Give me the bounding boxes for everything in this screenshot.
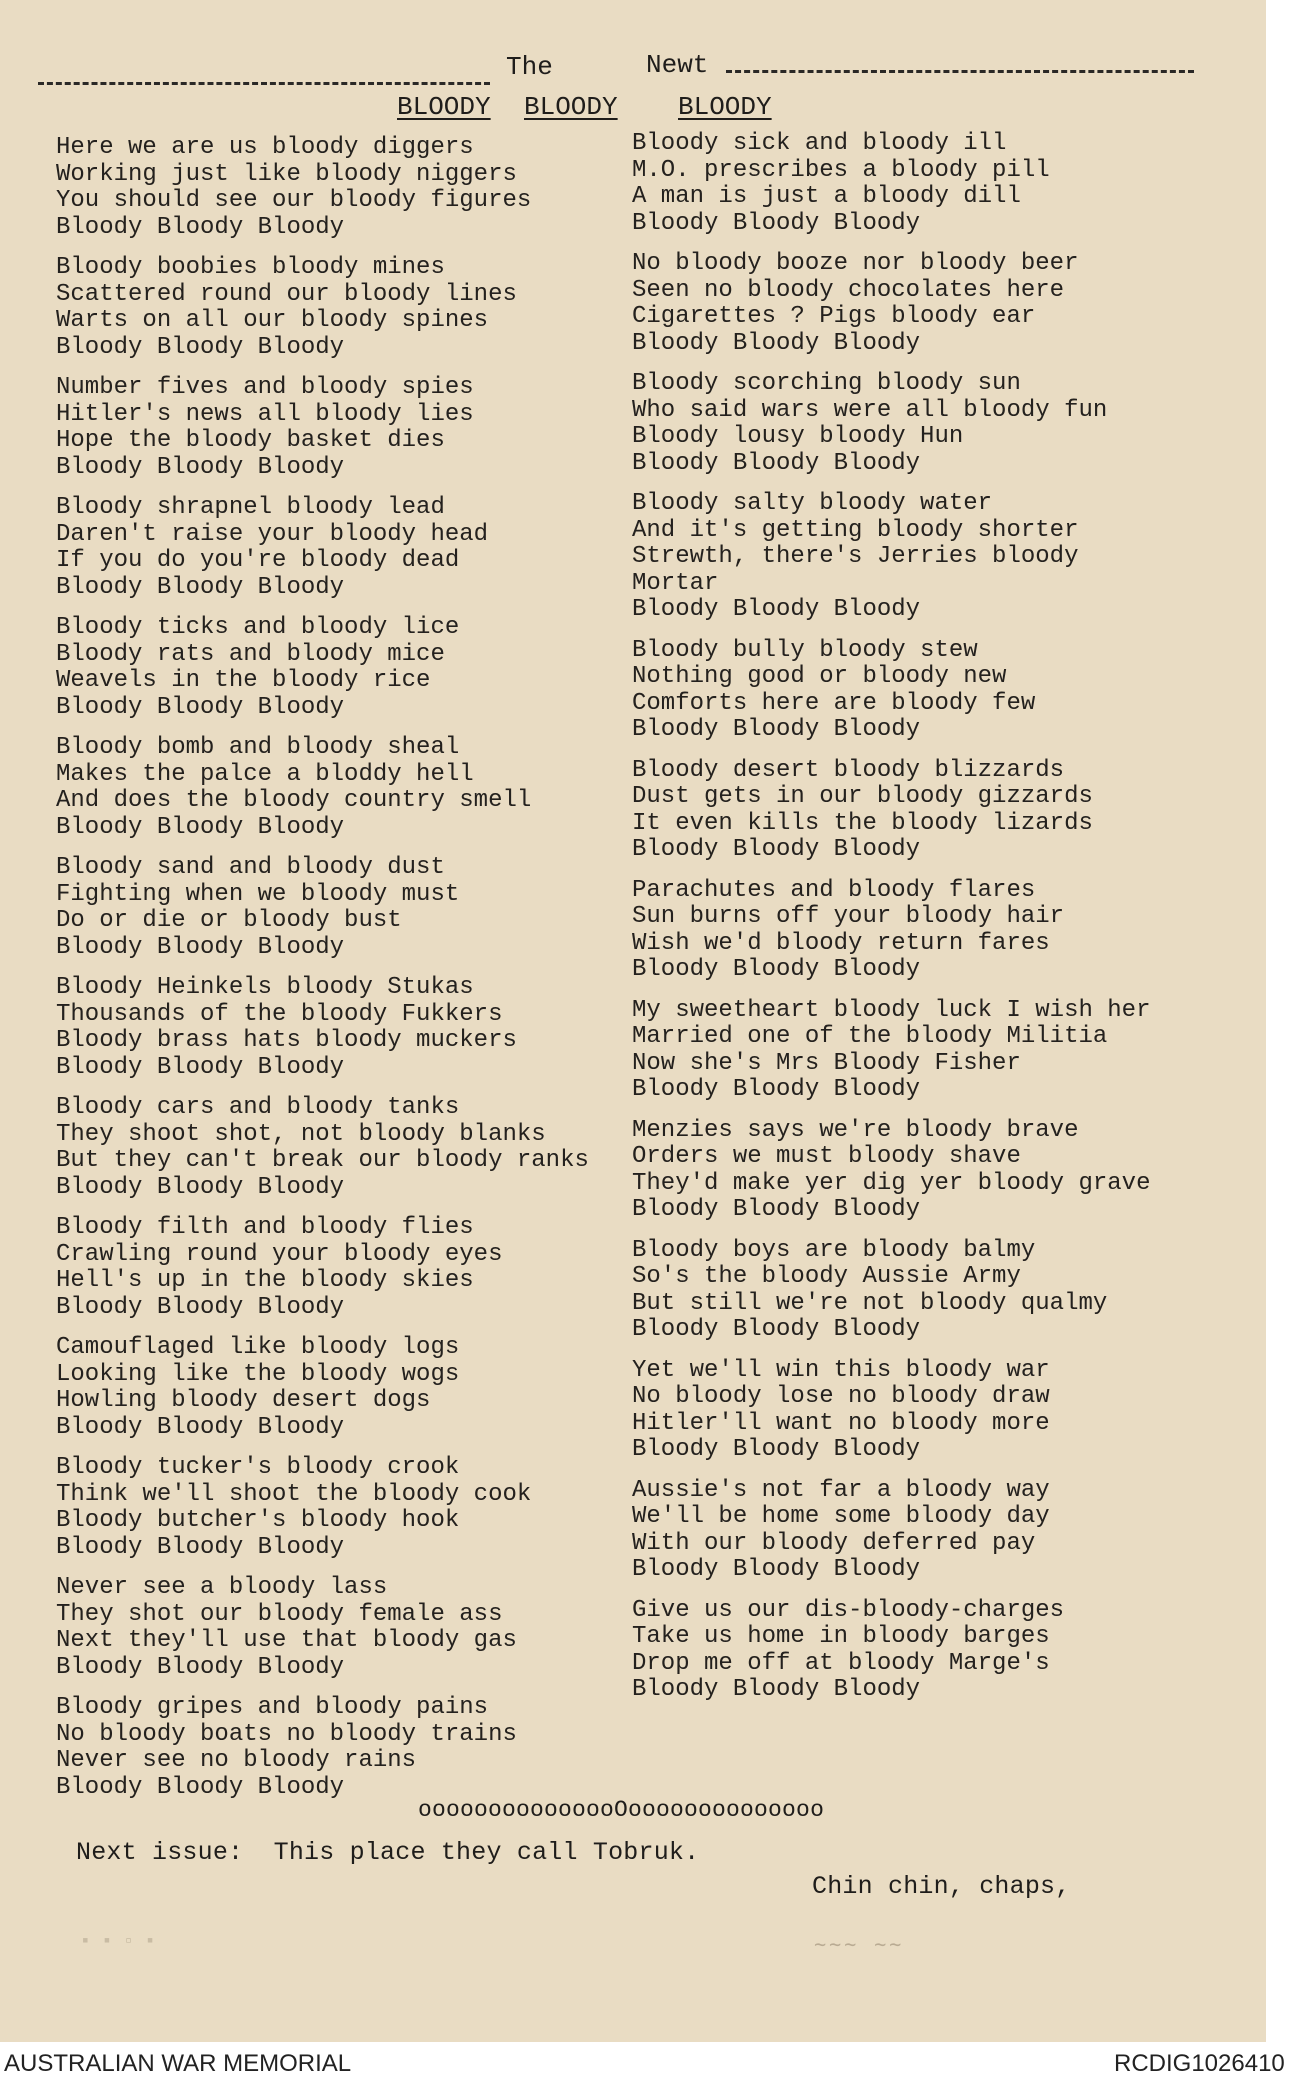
verse-line: With our bloody deferred pay [632,1529,1036,1557]
verse-line: They'd make yer dig yer bloody grave [632,1169,1151,1197]
heading-word-3: BLOODY [678,92,772,122]
verse-line: Bloody Bloody Bloody [632,956,921,983]
stanza [56,735,646,841]
verse-line: It even kills the bloody lizards [632,809,1093,837]
verse-line: Menzies says we're bloody brave [632,1116,1079,1144]
verse-line: My sweetheart bloody luck I wish her [632,996,1151,1024]
verse-line: Bloody Bloody Bloody [56,1053,345,1081]
stanza-gap [56,361,646,375]
stanza-gap [632,864,1232,878]
verse-line: Bloody Bloody Bloody [56,933,345,961]
stanza [56,855,646,961]
verse-line: A man is just a bloody dill [632,183,1021,210]
verse-line: Bloody ticks and bloody lice [56,614,460,641]
verse-line: If you do you're bloody dead [56,547,460,574]
verse-line: They shoot shot, not bloody blanks [56,1120,546,1148]
verse-line: Bloody sand and bloody dust [56,854,445,881]
verse-line: Bloody Heinkels bloody Stukas [56,974,474,1001]
verse-line: Scattered round our bloody lines [56,280,517,308]
stanza [632,1598,1232,1704]
verse-line: Bloody boys are bloody balmy [632,1236,1036,1264]
stanza [632,1238,1232,1344]
verse-line: Bloody bully bloody stew [632,636,978,664]
stanza [632,1478,1232,1584]
next-issue-note: Next issue: This place they call Tobruk. [76,1838,700,1867]
verse-line: Bloody Bloody Bloody [56,1653,345,1681]
verse-line: Hitler'll want no bloody more [632,1409,1050,1437]
verse-line: Wish we'd bloody return fares [632,929,1050,957]
footer-catalogue-id: RCDIG1026410 [1114,2050,1285,2077]
stanza [632,251,1232,357]
stanza-gap [56,481,646,495]
verse-line: Bloody shrapnel bloody lead [56,494,445,521]
verse-line: Daren't raise your bloody head [56,520,489,548]
stanza-gap [56,1561,646,1575]
stanza [632,491,1232,624]
verse-line: Bloody Bloody Bloody [632,596,921,623]
verse-line: Weavels in the bloody rice [56,667,431,694]
verse-line: Think we'll shoot the bloody cook [56,1480,532,1508]
stanza-gap [56,1081,646,1095]
stanza-gap [632,1224,1232,1238]
verse-line: Parachutes and bloody flares [632,876,1036,904]
verse-line: Warts on all our bloody spines [56,307,489,334]
verse-line: Bloody Bloody Bloody [632,1556,921,1583]
stanza-gap [56,601,646,615]
stanza-gap [632,1704,1232,1718]
verse-line: Bloody gripes and bloody pains [56,1694,489,1721]
stanza-gap [632,1104,1232,1118]
verse-line: Dust gets in our bloody gizzards [632,783,1093,810]
verse-line: Hell's up in the bloody skies [56,1267,474,1294]
stanza-gap [632,1464,1232,1478]
masthead-newt: Newt [646,50,709,80]
stanza-gap [56,721,646,735]
verse-line: Bloody boobies bloody mines [56,254,445,281]
verse-line: But still we're not bloody qualmy [632,1289,1108,1317]
signoff: Chin chin, chaps, [812,1872,1071,1901]
stanza-gap [632,357,1232,371]
verse-line: Bloody Bloody Bloody [56,813,345,841]
verse-line: Bloody butcher's bloody hook [56,1507,460,1534]
verse-line: Bloody cars and bloody tanks [56,1094,460,1121]
verse-line: Comforts here are bloody few [632,689,1036,717]
masthead-the: The [506,52,553,82]
verse-line: Who said wars were all bloody fun [632,396,1108,424]
verse-line: Bloody Bloody Bloody [632,1436,921,1463]
stanza-gap [632,237,1232,251]
stanza [632,1118,1232,1224]
verse-line: And it's getting bloody shorter [632,516,1079,544]
verse-line: Hope the bloody basket dies [56,427,445,454]
stanza-gap [56,961,646,975]
masthead-rule-right [726,70,1194,73]
stanza [56,1215,646,1321]
verse-line: Orders we must bloody shave [632,1143,1021,1170]
stanza [632,1358,1232,1464]
verse-line: Camouflaged like bloody logs [56,1334,460,1361]
verse-line: Hitler's news all bloody lies [56,400,474,428]
stanza [632,878,1232,984]
stanza-gap [632,477,1232,491]
verse-line: No bloody booze nor bloody beer [632,250,1079,277]
verse-line: Bloody Bloody Bloody [632,1316,921,1343]
verse-line: Bloody Bloody Bloody [56,1413,345,1441]
verse-line: Bloody Bloody Bloody [632,1676,921,1703]
stanza [56,1095,646,1201]
stanza [56,1335,646,1441]
verse-line: Thousands of the bloody Fukkers [56,1000,503,1028]
verse-line: Bloody tucker's bloody crook [56,1454,460,1481]
verse-line: Makes the palce a bloddy hell [56,760,474,788]
stanza-gap [56,1681,646,1695]
heading-word-1: BLOODY [397,92,491,122]
verse-line: Drop me off at bloody Marge's [632,1649,1050,1677]
verse-line: Number fives and bloody spies [56,374,474,401]
scan-margin [1266,0,1302,2042]
verse-line: Bloody Bloody Bloody [632,716,921,743]
verse-line: Bloody Bloody Bloody [56,1773,345,1801]
verse-line: Never see no bloody rains [56,1747,417,1774]
stanza [56,375,646,481]
verse-line: Married one of the bloody Militia [632,1023,1108,1050]
stanza-gap [632,624,1232,638]
verse-line: Next they'll use that bloody gas [56,1627,517,1654]
stanza-gap [56,1441,646,1455]
verse-line: Bloody desert bloody blizzards [632,756,1065,784]
stanza-gap [632,744,1232,758]
stanza [56,495,646,601]
verse-line: And does the bloody country smell [56,787,532,814]
verse-line: Bloody lousy bloody Hun [632,423,964,450]
verse-line: Yet we'll win this bloody war [632,1356,1050,1384]
verse-line: Mortar [632,569,719,597]
verse-line: Crawling round your bloody eyes [56,1240,503,1268]
stanza-gap [632,1344,1232,1358]
verse-line: They shot our bloody female ass [56,1600,503,1628]
verse-line: Bloody Bloody Bloody [56,213,345,241]
stanza [56,615,646,721]
verse-line: Bloody brass hats bloody muckers [56,1027,517,1054]
verse-line: Bloody Bloody Bloody [632,329,921,357]
verse-line: Howling bloody desert dogs [56,1387,431,1414]
stanza [56,1455,646,1561]
verse-line: Looking like the bloody wogs [56,1360,460,1388]
footer-institution: AUSTRALIAN WAR MEMORIAL [4,2050,352,2077]
faint-stamp-mark: ▪ ▪ ▫ ▪ [80,1932,156,1952]
faint-signature-mark: ∼∼∼ ∼∼ [814,1935,905,1958]
verse-line: No bloody boats no bloody trains [56,1720,517,1748]
verse-line: Bloody Bloody Bloody [632,1076,921,1103]
verse-line: Bloody Bloody Bloody [56,573,345,601]
verse-line: Bloody sick and bloody ill [632,130,1007,157]
verse-line: Bloody Bloody Bloody [56,1293,345,1321]
verse-line: Now she's Mrs Bloody Fisher [632,1049,1021,1077]
verse-line: Bloody Bloody Bloody [56,1533,345,1561]
verse-line: So's the bloody Aussie Army [632,1263,1021,1290]
verse-line: Aussie's not far a bloody way [632,1476,1050,1504]
verse-line: Bloody Bloody Bloody [632,836,921,863]
verse-line: Never see a bloody lass [56,1574,388,1601]
verse-line: Bloody Bloody Bloody [56,453,345,481]
verse-line: Give us our dis-bloody-charges [632,1596,1065,1624]
verse-line: Nothing good or bloody new [632,663,1007,690]
verse-line: Bloody rats and bloody mice [56,640,445,668]
separator-line: ooooooooooooooOoooooooooooooo [418,1797,825,1823]
stanza-gap [632,984,1232,998]
verse-line: No bloody lose no bloody draw [632,1383,1050,1410]
stanza [632,998,1232,1104]
verse-line: But they can't break our bloody ranks [56,1147,589,1174]
verse-line: Bloody filth and bloody flies [56,1214,474,1241]
stanza [56,1695,646,1801]
verse-line: Bloody Bloody Bloody [56,333,345,361]
verse-line: Bloody Bloody Bloody [56,693,345,721]
verse-line: Take us home in bloody barges [632,1623,1050,1650]
stanza [632,758,1232,864]
poem-right-column [632,131,1232,1718]
poem-left-column [56,135,646,1815]
verse-line: Bloody Bloody Bloody [56,1173,345,1201]
verse-line: M.O. prescribes a bloody pill [632,156,1050,184]
heading-word-2: BLOODY [524,92,618,122]
verse-line: Bloody salty bloody water [632,490,993,517]
stanza [56,255,646,361]
stanza-gap [56,1321,646,1335]
stanza [632,371,1232,477]
verse-line: Sun burns off your bloody hair [632,903,1065,930]
stanza [632,131,1232,237]
verse-line: Bloody Bloody Bloody [632,209,921,237]
verse-line: We'll be home some bloody day [632,1503,1050,1530]
verse-line: Bloody scorching bloody sun [632,370,1021,397]
verse-line: You should see our bloody figures [56,187,532,214]
stanza-gap [632,1584,1232,1598]
masthead-rule-left [38,82,490,85]
stanza [56,135,646,241]
verse-line: Do or die or bloody bust [56,907,402,934]
stanza-gap [56,841,646,855]
verse-line: Bloody Bloody Bloody [632,1196,921,1223]
verse-line: Seen no bloody chocolates here [632,276,1065,304]
stanza [56,975,646,1081]
stanza-gap [56,1201,646,1215]
verse-line: Bloody bomb and bloody sheal [56,734,460,761]
verse-line: Cigarettes ? Pigs bloody ear [632,303,1036,330]
verse-line: Strewth, there's Jerries bloody [632,543,1079,570]
verse-line: Bloody Bloody Bloody [632,449,921,477]
verse-line: Fighting when we bloody must [56,880,460,908]
stanza [632,638,1232,744]
verse-line: Working just like bloody niggers [56,160,517,188]
verse-line: Here we are us bloody diggers [56,134,474,161]
stanza-gap [56,241,646,255]
stanza [56,1575,646,1681]
